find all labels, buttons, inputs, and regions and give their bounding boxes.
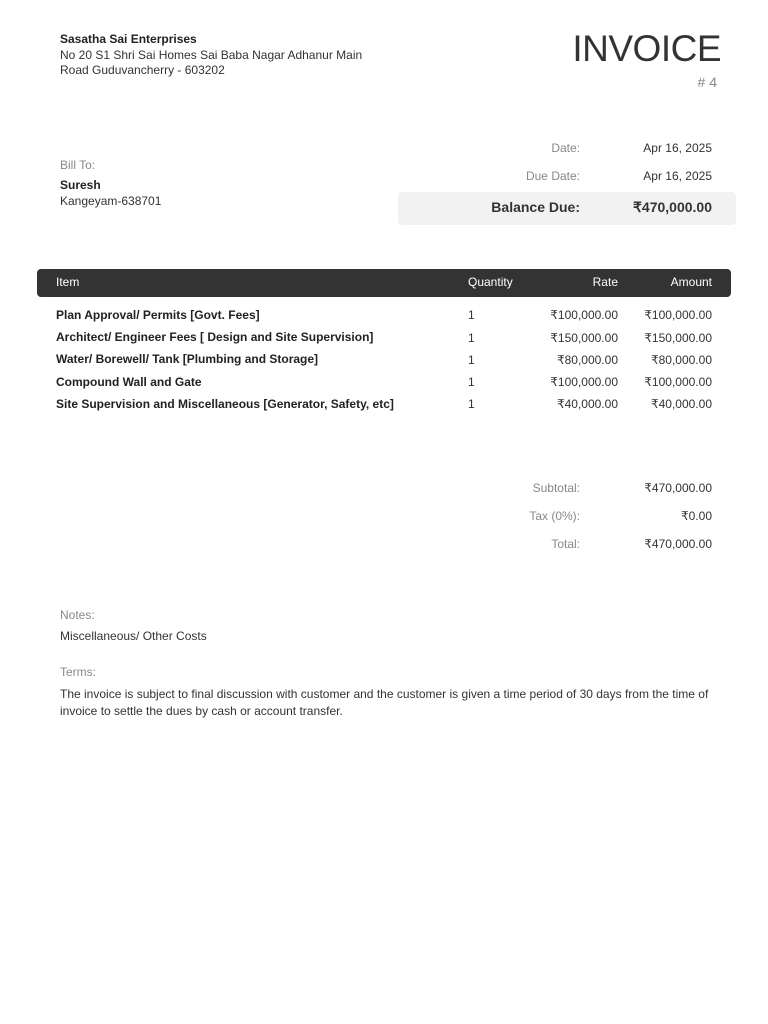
- row-amount: ₹100,000.00: [644, 375, 712, 389]
- terms-text: The invoice is subject to final discussion with customer and the customer is given a time period of 30 days from the time of invoice to settle the dues by cash or account transfer.: [60, 687, 709, 718]
- row-item: Site Supervision and Miscellaneous [Generator, Safety, etc]: [56, 397, 394, 411]
- subtotal-value: ₹470,000.00: [644, 481, 712, 495]
- row-quantity: 1: [468, 375, 475, 389]
- row-rate: ₹100,000.00: [550, 308, 618, 322]
- total-label: Total:: [551, 537, 580, 551]
- row-item: Compound Wall and Gate: [56, 375, 202, 389]
- due-date-value: Apr 16, 2025: [643, 169, 712, 183]
- row-rate: ₹150,000.00: [550, 331, 618, 345]
- terms-label: Terms:: [60, 665, 96, 679]
- company-address: No 20 S1 Shri Sai Homes Sai Baba Nagar Adhanur Main Road Guduvancherry - 603202: [60, 48, 363, 77]
- row-item: Plan Approval/ Permits [Govt. Fees]: [56, 308, 260, 322]
- row-item: Water/ Borewell/ Tank [Plumbing and Storage]: [56, 352, 319, 366]
- date-value: Apr 16, 2025: [643, 141, 712, 155]
- row-quantity: 1: [468, 331, 475, 345]
- date-label: Date:: [551, 141, 580, 155]
- tax-label: Tax (0%):: [529, 509, 580, 523]
- due-date-label: Due Date:: [525, 169, 580, 183]
- header-rate: Rate: [592, 275, 618, 289]
- invoice-title: INVOICE: [572, 28, 721, 69]
- row-amount: ₹150,000.00: [644, 331, 712, 345]
- company-name: Sasatha Sai Enterprises: [60, 32, 197, 46]
- items-table-header: [37, 269, 731, 297]
- notes-text: Miscellaneous/ Other Costs: [60, 629, 207, 643]
- balance-due-value: ₹470,000.00: [633, 199, 712, 215]
- bill-to-label: Bill To:: [60, 158, 96, 172]
- row-rate: ₹40,000.00: [556, 397, 618, 411]
- row-item: Architect/ Engineer Fees [ Design and Site Supervision]: [56, 330, 374, 344]
- row-rate: ₹100,000.00: [550, 375, 618, 389]
- bill-to-name: Suresh: [60, 178, 101, 192]
- header-amount: Amount: [670, 275, 712, 289]
- subtotal-label: Subtotal:: [532, 481, 580, 495]
- invoice-number: # 4: [697, 74, 717, 90]
- row-amount: ₹40,000.00: [650, 397, 712, 411]
- header-quantity: Quantity: [468, 275, 513, 289]
- row-quantity: 1: [468, 308, 475, 322]
- bill-to-address: Kangeyam-638701: [60, 194, 162, 208]
- row-amount: ₹100,000.00: [644, 308, 712, 322]
- total-value: ₹470,000.00: [644, 537, 712, 551]
- row-amount: ₹80,000.00: [650, 353, 712, 367]
- header-item: Item: [56, 275, 80, 289]
- row-rate: ₹80,000.00: [556, 353, 618, 367]
- row-quantity: 1: [468, 397, 475, 411]
- balance-due-label: Balance Due:: [491, 199, 580, 215]
- notes-label: Notes:: [60, 608, 95, 622]
- tax-value: ₹0.00: [681, 509, 712, 523]
- row-quantity: 1: [468, 353, 475, 367]
